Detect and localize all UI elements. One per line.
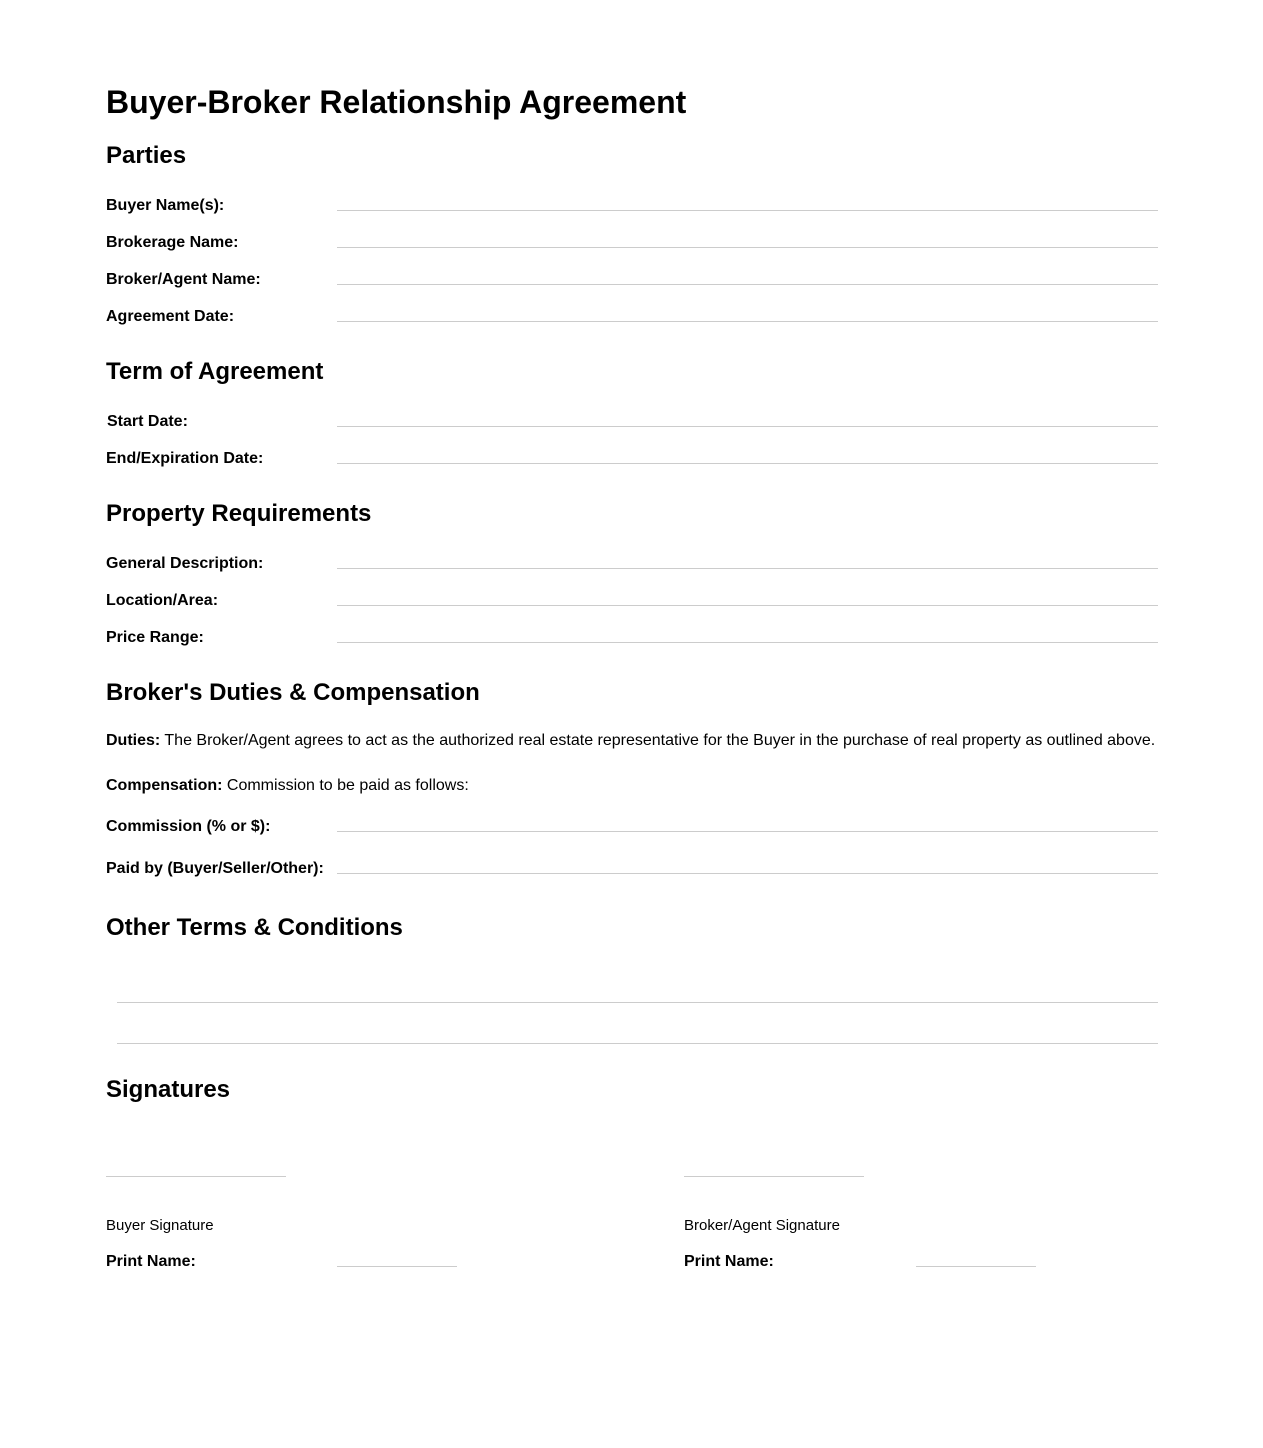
buyer-signature-caption: Buyer Signature bbox=[106, 1217, 214, 1234]
price-range-field[interactable] bbox=[337, 642, 1158, 643]
compensation-text: Commission to be paid as follows: bbox=[222, 777, 469, 794]
buyer-print-name-label: Print Name: bbox=[106, 1253, 196, 1270]
agreement-date-label: Agreement Date: bbox=[106, 308, 235, 325]
section-heading-property: Property Requirements bbox=[106, 500, 372, 527]
broker-print-name-label: Print Name: bbox=[684, 1253, 774, 1270]
buyer-names-field[interactable] bbox=[337, 210, 1158, 211]
duties-paragraph bbox=[106, 731, 1155, 751]
end-date-label: End/Expiration Date: bbox=[106, 450, 264, 467]
other-terms-line-1[interactable] bbox=[117, 1002, 1158, 1003]
compensation-label: Compensation: bbox=[106, 777, 223, 794]
duties-label: Duties: bbox=[106, 732, 161, 749]
duties-text: The Broker/Agent agrees to act as the authorized real estate representative for the Buyer in the purchase of real property as outlined above. bbox=[160, 732, 1156, 749]
compensation-paragraph bbox=[106, 776, 469, 796]
broker-signature-line[interactable] bbox=[684, 1176, 864, 1177]
brokerage-name-label: Brokerage Name: bbox=[106, 234, 239, 251]
paid-by-label: Paid by (Buyer/Seller/Other): bbox=[106, 860, 324, 877]
commission-label: Commission (% or $): bbox=[106, 818, 271, 835]
broker-agent-name-label: Broker/Agent Name: bbox=[106, 271, 261, 288]
broker-agent-name-field[interactable] bbox=[337, 284, 1158, 285]
paid-by-field[interactable] bbox=[337, 873, 1158, 874]
document-title: Buyer-Broker Relationship Agreement bbox=[106, 84, 687, 120]
section-heading-other: Other Terms & Conditions bbox=[106, 914, 403, 941]
location-area-field[interactable] bbox=[337, 605, 1158, 606]
end-date-field[interactable] bbox=[337, 463, 1158, 464]
start-date-label: Start Date: bbox=[107, 413, 188, 430]
section-heading-duties: Broker's Duties & Compensation bbox=[106, 679, 480, 706]
buyer-signature-line[interactable] bbox=[106, 1176, 286, 1177]
other-terms-line-2[interactable] bbox=[117, 1043, 1158, 1044]
commission-field[interactable] bbox=[337, 831, 1158, 832]
brokerage-name-field[interactable] bbox=[337, 247, 1158, 248]
section-heading-signatures: Signatures bbox=[106, 1076, 231, 1103]
price-range-label: Price Range: bbox=[106, 629, 204, 646]
agreement-date-field[interactable] bbox=[337, 321, 1158, 322]
broker-print-name-field[interactable] bbox=[916, 1266, 1036, 1267]
buyer-names-label: Buyer Name(s): bbox=[106, 197, 225, 214]
location-area-label: Location/Area: bbox=[106, 592, 219, 609]
section-heading-parties: Parties bbox=[106, 142, 187, 169]
buyer-print-name-field[interactable] bbox=[337, 1266, 457, 1267]
general-description-field[interactable] bbox=[337, 568, 1158, 569]
section-heading-term: Term of Agreement bbox=[106, 358, 324, 385]
broker-signature-caption: Broker/Agent Signature bbox=[684, 1217, 840, 1234]
general-description-label: General Description: bbox=[106, 555, 264, 572]
start-date-field[interactable] bbox=[337, 426, 1158, 427]
